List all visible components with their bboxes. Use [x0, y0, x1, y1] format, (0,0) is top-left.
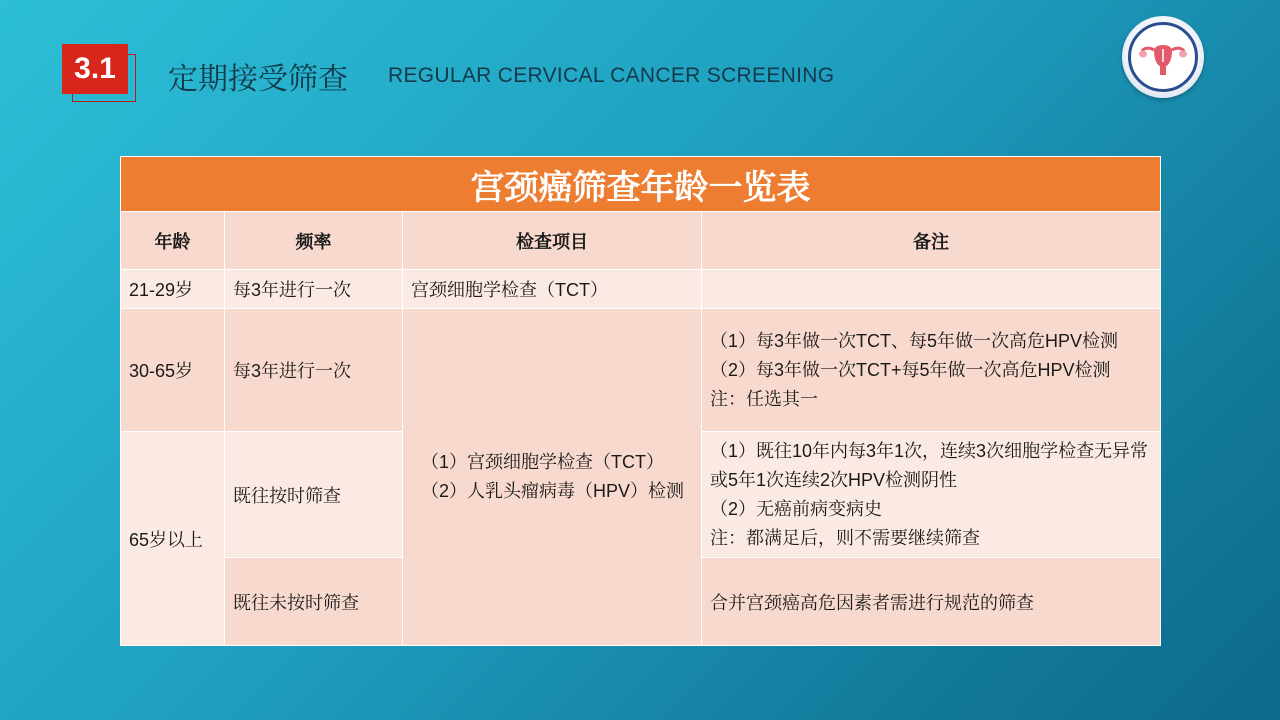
screening-table: [120, 156, 1161, 646]
row3-frequency: 既往按时筛查: [225, 432, 403, 558]
section-title-cn: 定期接受筛查: [168, 63, 348, 96]
row3-age: 65岁以上: [121, 432, 225, 646]
row1-exam: 宫颈细胞学检查（TCT）: [403, 270, 702, 309]
row1-age: 21-29岁: [121, 270, 225, 309]
row3-notes: [702, 432, 1161, 558]
shared-exam-cell: [403, 309, 702, 646]
header-exam: 检查项目: [403, 212, 702, 270]
uterus-icon: [1138, 37, 1188, 77]
note-line: （2）每3年做一次TCT+每5年做一次高危HPV检测: [710, 359, 1111, 380]
section-badge: [62, 44, 138, 104]
row2-frequency: 每3年进行一次: [225, 309, 403, 432]
note-line: （2）无癌前病变病史: [710, 498, 883, 519]
row2-notes: [702, 309, 1161, 432]
uterus-logo: [1122, 16, 1204, 98]
row2-age: 30-65岁: [121, 309, 225, 432]
header-frequency: 频率: [225, 212, 403, 270]
section-number: 3.1: [62, 44, 128, 94]
exam-item: （2）人乳头瘤病毒（HPV）检测: [421, 481, 685, 501]
header-age: 年龄: [121, 212, 225, 270]
row4-frequency: 既往未按时筛查: [225, 558, 403, 646]
section-title-en: REGULAR CERVICAL CANCER SCREENING: [388, 64, 835, 87]
header-notes: 备注: [702, 212, 1161, 270]
table-caption: 宫颈癌筛查年龄一览表: [121, 157, 1161, 212]
row1-notes: [702, 270, 1161, 309]
logo-ring: [1128, 22, 1198, 92]
note-line: 注：任选其一: [710, 388, 818, 409]
exam-item: （1）宫颈细胞学检查（TCT）: [421, 452, 664, 472]
row4-notes: 合并宫颈癌高危因素者需进行规范的筛查: [702, 558, 1161, 646]
note-line: （1）每3年做一次TCT、每5年做一次高危HPV检测: [710, 330, 1119, 351]
note-line: 注：都满足后，则不需要继续筛查: [710, 527, 980, 548]
note-line: （1）既往10年内每3年1次，连续3次细胞学检查无异常或5年1次连续2次HPV检测阴性: [710, 440, 1149, 490]
row1-frequency: 每3年进行一次: [225, 270, 403, 309]
